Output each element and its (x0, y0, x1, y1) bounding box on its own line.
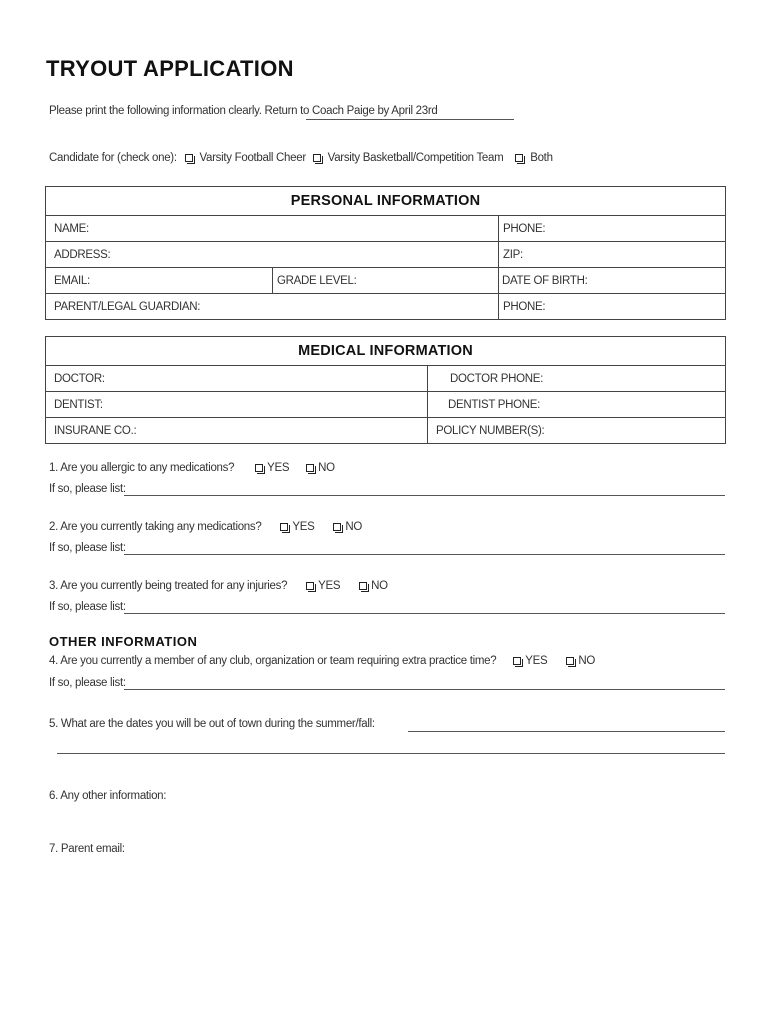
medical-information-table (45, 336, 726, 444)
checkbox-q3-yes[interactable] (306, 582, 314, 590)
checkbox-q3-no[interactable] (359, 582, 367, 590)
q1-if-so-label: If so, please list: (49, 483, 126, 495)
personal-information-table (45, 186, 726, 320)
q4-if-so-input[interactable] (124, 676, 725, 690)
q2-if-so-label: If so, please list: (49, 542, 126, 554)
zip-field[interactable]: ZIP: (499, 242, 726, 268)
q3-if-so-label: If so, please list: (49, 601, 126, 613)
guardian-phone-field[interactable]: PHONE: (499, 294, 726, 320)
return-to-value: Coach Paige by April 23rd (312, 105, 438, 117)
dentist-phone-field[interactable]: DENTIST PHONE: (428, 392, 726, 418)
question-7-text: 7. Parent email: (49, 843, 125, 855)
guardian-field[interactable]: PARENT/LEGAL GUARDIAN: (46, 294, 499, 320)
dentist-field[interactable]: DENTIST: (46, 392, 428, 418)
question-6-text: 6. Any other information: (49, 790, 167, 802)
intro-label: Please print the following information clearly. Return to (49, 105, 310, 117)
phone-field[interactable]: PHONE: (499, 216, 726, 242)
option-both: Both (530, 152, 553, 164)
email-field[interactable]: EMAIL: (46, 268, 273, 294)
question-2-text: 2. Are you currently taking any medications? (49, 521, 262, 533)
q1-if-so-input[interactable] (124, 482, 725, 496)
question-4-text: 4. Are you currently a member of any club, organization or team requiring extra practice time? (49, 655, 497, 667)
checkbox-q2-no[interactable] (333, 523, 341, 531)
policy-number-field[interactable]: POLICY NUMBER(S): (428, 418, 726, 444)
personal-information-heading: PERSONAL INFORMATION (46, 187, 726, 216)
name-field[interactable]: NAME: (46, 216, 499, 242)
question-5-text: 5. What are the dates you will be out of town during the summer/fall: (49, 718, 375, 730)
q1-yes-label: YES (267, 462, 290, 474)
checkbox-q4-no[interactable] (566, 657, 574, 665)
q3-no-label: NO (371, 580, 388, 592)
q2-if-so-input[interactable] (124, 541, 725, 555)
checkbox-football-cheer[interactable] (185, 154, 193, 162)
question-1-text: 1. Are you allergic to any medications? (49, 462, 235, 474)
intro-text (49, 105, 309, 117)
q3-yes-label: YES (318, 580, 341, 592)
insurance-field[interactable]: INSURANE CO.: (46, 418, 428, 444)
q4-if-so-label: If so, please list: (49, 677, 126, 689)
candidate-row (49, 152, 553, 164)
question-3 (49, 580, 388, 592)
q1-no-label: NO (318, 462, 335, 474)
checkbox-q2-yes[interactable] (280, 523, 288, 531)
q4-no-label: NO (578, 655, 595, 667)
checkbox-q4-yes[interactable] (513, 657, 521, 665)
option-basketball-competition: Varsity Basketball/Competition Team (327, 152, 504, 164)
question-1 (49, 462, 335, 474)
q2-yes-label: YES (292, 521, 315, 533)
grade-level-field[interactable]: GRADE LEVEL: (273, 268, 499, 294)
checkbox-both[interactable] (515, 154, 523, 162)
q2-no-label: NO (345, 521, 363, 533)
checkbox-q1-yes[interactable] (255, 464, 263, 472)
doctor-phone-field[interactable]: DOCTOR PHONE: (428, 366, 726, 392)
date-of-birth-field[interactable]: DATE OF BIRTH: (499, 268, 726, 294)
q3-if-so-input[interactable] (124, 600, 725, 614)
q5-dates-input-line-2[interactable] (57, 740, 725, 754)
other-information-heading: OTHER INFORMATION (49, 634, 198, 649)
q4-yes-label: YES (525, 655, 548, 667)
checkbox-q1-no[interactable] (306, 464, 314, 472)
question-2 (49, 521, 362, 533)
page-title: TRYOUT APPLICATION (46, 56, 294, 81)
address-field[interactable]: ADDRESS: (46, 242, 499, 268)
question-3-text: 3. Are you currently being treated for any injuries? (49, 580, 288, 592)
candidate-label: Candidate for (check one): (49, 152, 177, 164)
question-4 (49, 655, 595, 667)
checkbox-basketball-competition[interactable] (313, 154, 321, 162)
medical-information-heading: MEDICAL INFORMATION (46, 337, 726, 366)
q5-dates-input[interactable] (408, 718, 725, 732)
option-football-cheer: Varsity Football Cheer (199, 152, 306, 164)
return-to-field[interactable] (306, 105, 514, 120)
doctor-field[interactable]: DOCTOR: (46, 366, 428, 392)
